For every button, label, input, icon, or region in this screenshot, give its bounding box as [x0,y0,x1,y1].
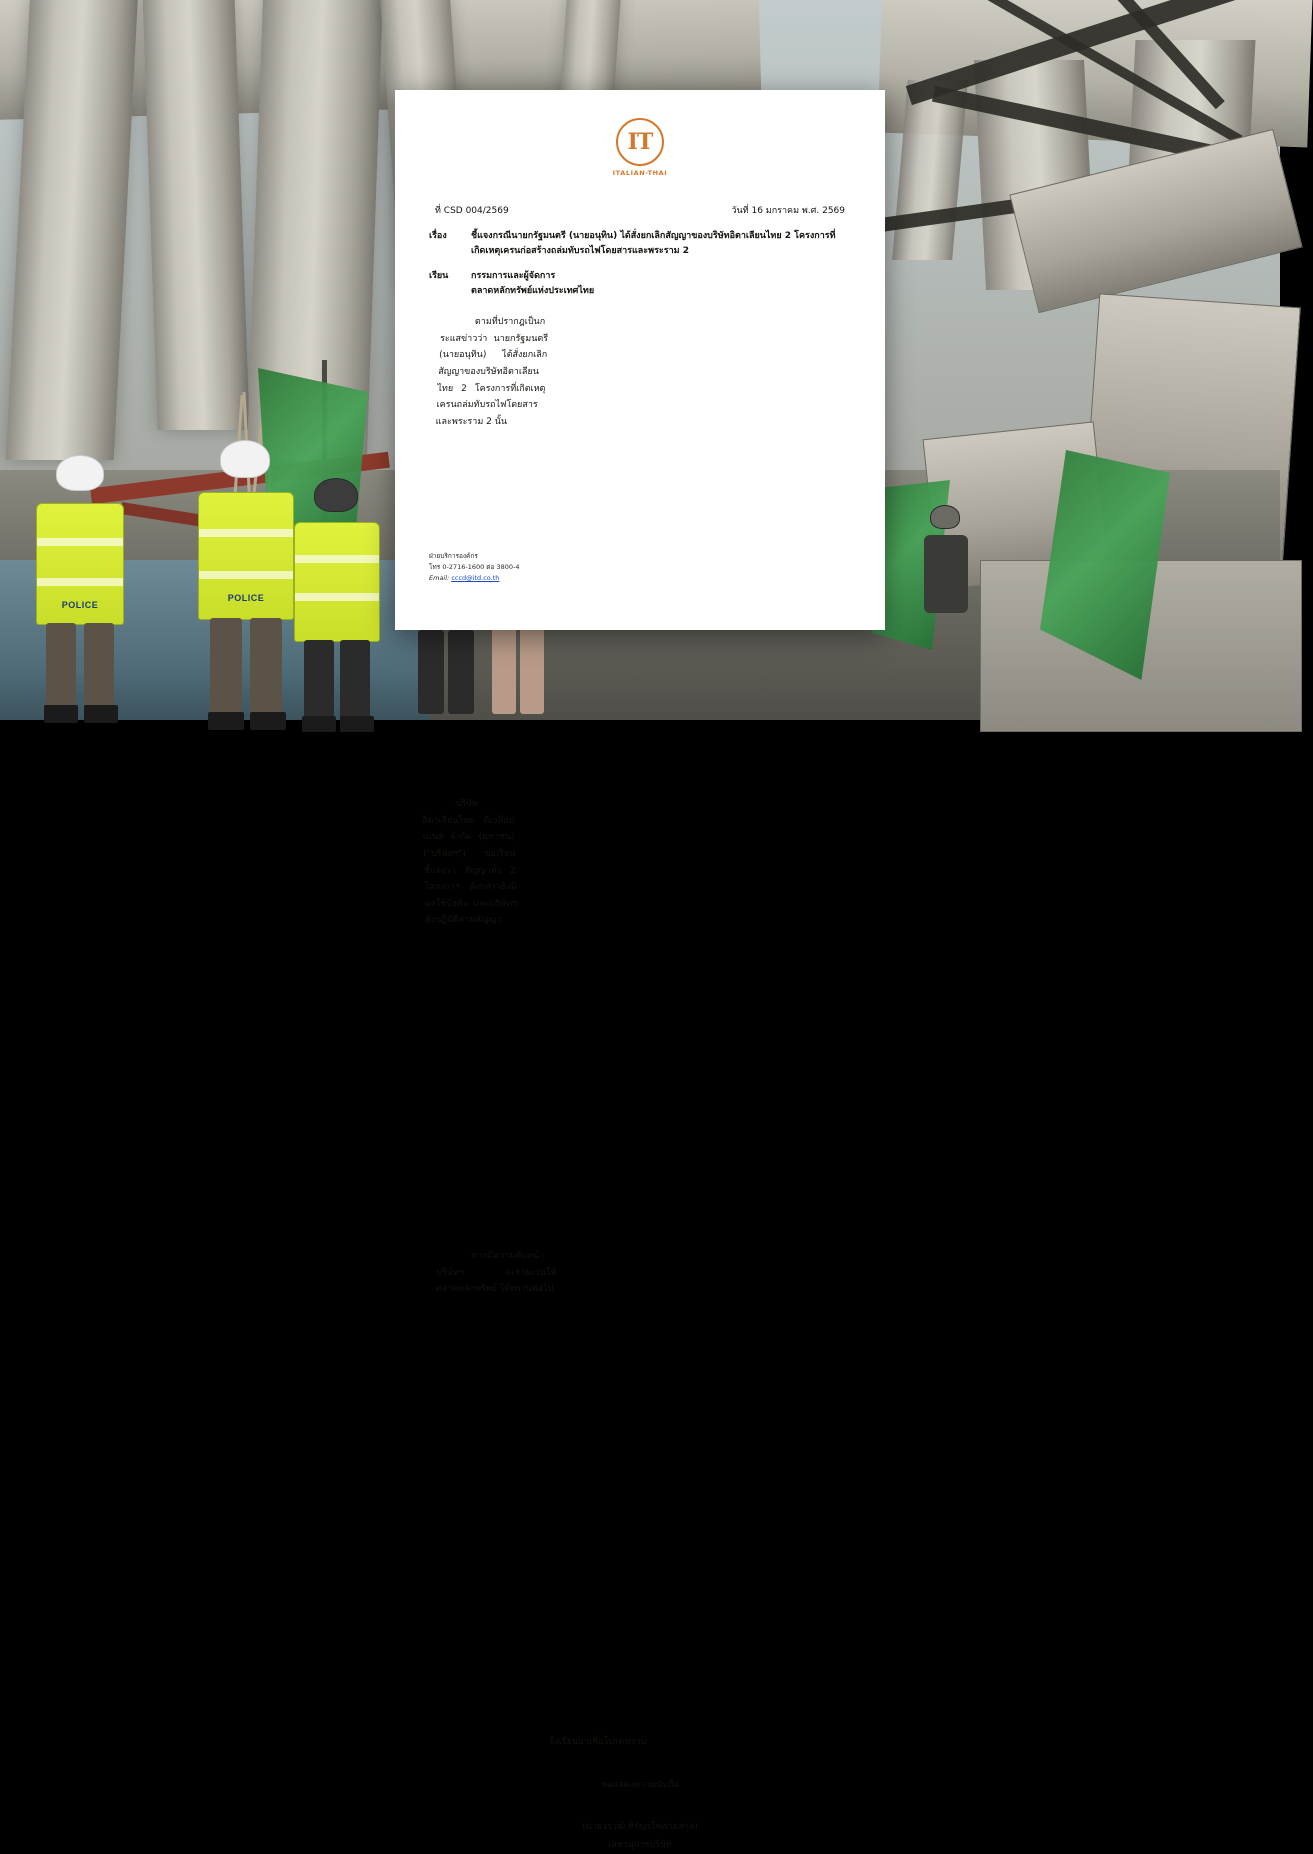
body-paragraph-3: หากมีความคืบหน้า บริษัทฯ จะรายงานให้ตลาดหลักทรัพย์ ได้ทราบต่อไป [435,1251,557,1295]
footer-email-address[interactable]: cccd@itd.co.th [451,573,500,582]
subject-row [429,229,851,244]
vest-stripe [199,529,293,537]
closing-line: จึงเรียนมาเพื่อโปรดทราบ [549,1737,647,1748]
concrete-pylon [142,0,249,430]
trousers [84,623,114,713]
safety-vest [294,522,380,642]
recipient-row-cont [429,284,851,299]
footer-email-label: Email: [429,573,450,582]
signer-name: (นายวรวุฒิ หิรัญรไพศาลสกุล) [582,1822,698,1833]
trousers [304,640,334,722]
vest-stripe [295,593,379,601]
boot [208,712,244,730]
vest-label: POLICE [61,600,99,610]
reference-number: ที่ CSD 004/2569 [435,206,509,216]
logo-wordmark: ITALIAN-THAI [612,169,668,177]
recipient-line-1: กรรมการและผู้จัดการ [471,270,556,281]
safety-vest [36,503,124,625]
footer-department: ฝ่ายบริการองค์กร [429,551,478,560]
subject-row-cont [429,244,851,259]
letter-date: วันที่ 16 มกราคม พ.ศ. 2569 [731,206,845,216]
document-overlay [395,90,885,1851]
subject-line-2: เกิดเหตุเครนก่อสร้างถล่มทับรถไฟโดยสารและพระราม 2 [471,245,689,256]
boot [84,705,118,723]
boot [250,712,286,730]
vest-stripe [295,555,379,563]
torso [924,535,968,613]
subject-label: เรื่อง [429,231,447,241]
boot [44,705,78,723]
subject-line-1: ชี้แจงกรณีนายกรัฐมนตรี (นายอนุทิน) ได้สั่งยกเลิกสัญญาของบริษัทอิตาเลียนไทย 2 โครงการที่ [471,231,836,241]
footer-email-row [429,573,520,584]
letter [395,90,885,1851]
recipient-line-2: ตลาดหลักทรัพย์แห่งประเทศไทย [471,285,595,296]
safety-vest [198,492,294,620]
recipient-row [429,269,851,284]
subject-block [429,229,851,298]
company-logo [429,118,851,177]
letter-meta [429,203,851,217]
boot [340,716,374,732]
signer-title: เลขานุการบริษัท [608,1840,672,1851]
helmet [220,440,270,478]
regards-line: ขอแสดงความนับถือ [601,1780,679,1791]
signature-space [429,1794,851,1818]
trousers [340,640,370,722]
body-paragraph-1: ตามที่ปรากฎเป็นกระแสข่าวว่า นายกรัฐมนตรี (นายอนุทิน) ได้สั่งยกเลิกสัญญาของบริษัทอิตาเลียนไทย 2 โครงการที่เกิดเหตุเครนถล่มทับรถไฟโดยสารและพระราม 2 นั้น [435,317,549,428]
helmet [56,455,104,491]
footer-phone: โทร 0-2716-1600 ต่อ 3800-4 [429,562,520,571]
letter-footer [429,551,520,584]
boot [302,716,336,732]
trousers [46,623,76,713]
helmet [930,505,960,529]
helmet [314,478,358,512]
signature-block [429,1776,851,1854]
trousers [250,618,282,718]
vest-stripe [37,538,123,546]
vest-label: POLICE [227,593,265,603]
logo-mark: IT [616,118,664,166]
trousers [210,618,242,718]
spacer [429,244,463,259]
vest-stripe [199,571,293,579]
spacer [429,284,463,299]
vest-stripe [37,578,123,586]
body-paragraph-2: บริษัท อิตาเลียนไทย ดีเวล๊อปเมนต์ จำกัด (มหาชน) ("บริษัทฯ") ขอเรียนชี้แจงว่า สัญญาทั้ง 2 โครงการ ดังกล่าวยังมีผลใช้บังคับ และบริษัทฯ ยังปฏิบัติตามสัญญา [422,799,518,926]
recipient-label: เรียน [429,270,449,281]
